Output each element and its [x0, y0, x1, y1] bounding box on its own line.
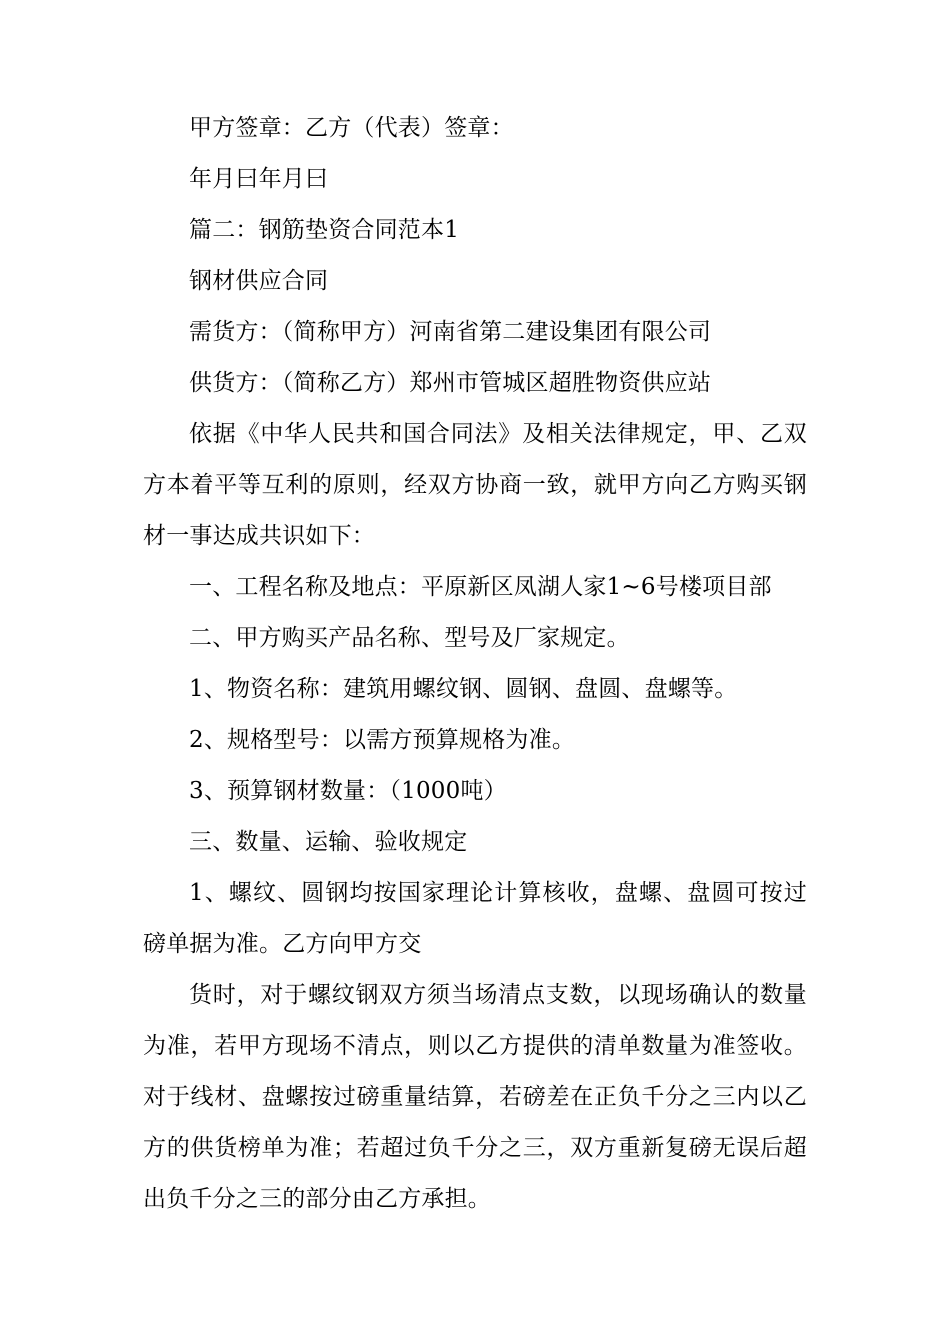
contract-title: 钢材供应合同 — [189, 268, 329, 294]
document-body — [143, 103, 807, 1225]
clause-specification: 2、规格型号：以需方预算规格为准。 — [189, 727, 576, 753]
clause-products: 二、甲方购买产品名称、型号及厂家规定。 — [189, 625, 630, 651]
clause-quantity: 3、预算钢材数量：（1000吨） — [189, 778, 507, 804]
clause-weighing: 1、螺纹、圆钢均按国家理论计算核收，盘螺、盘圆可按过磅单据为准。乙方向甲方交 — [143, 880, 807, 957]
date-line: 年月曰年月曰 — [189, 166, 329, 192]
clause-project: 一、工程名称及地点：平原新区凤湖人家1~6号楼项目部 — [189, 574, 772, 600]
buyer-line: 需货方：（简称甲方）河南省第二建设集团有限公司 — [189, 319, 712, 345]
signature-line: 甲方签章：乙方（代表）签章： — [189, 115, 514, 141]
clause-acceptance-heading: 三、数量、运输、验收规定 — [189, 829, 468, 855]
supplier-line: 供货方：（简称乙方）郑州市管城区超胜物资供应站 — [189, 370, 712, 396]
section-heading: 篇二：钢筋垫资合同范本1 — [189, 217, 460, 243]
preamble-paragraph: 依据《中华人民共和国合同法》及相关法律规定，甲、乙双方本着平等互利的原则，经双方协商一致，就甲方向乙方购买钢材一事达成共识如下： — [143, 421, 807, 549]
clause-delivery-paragraph: 货时，对于螺纹钢双方须当场清点支数，以现场确认的数量为准，若甲方现场不清点，则以乙方提供的清单数量为准签收。对于线材、盘螺按过磅重量结算，若磅差在正负千分之三内以乙方的供货榜单为准；若超过负千分之三，双方重新复磅无误后超出负千分之三的部分由乙方承担。 — [143, 982, 807, 1212]
clause-material-name: 1、物资名称：建筑用螺纹钢、圆钢、盘圆、盘螺等。 — [189, 676, 738, 702]
